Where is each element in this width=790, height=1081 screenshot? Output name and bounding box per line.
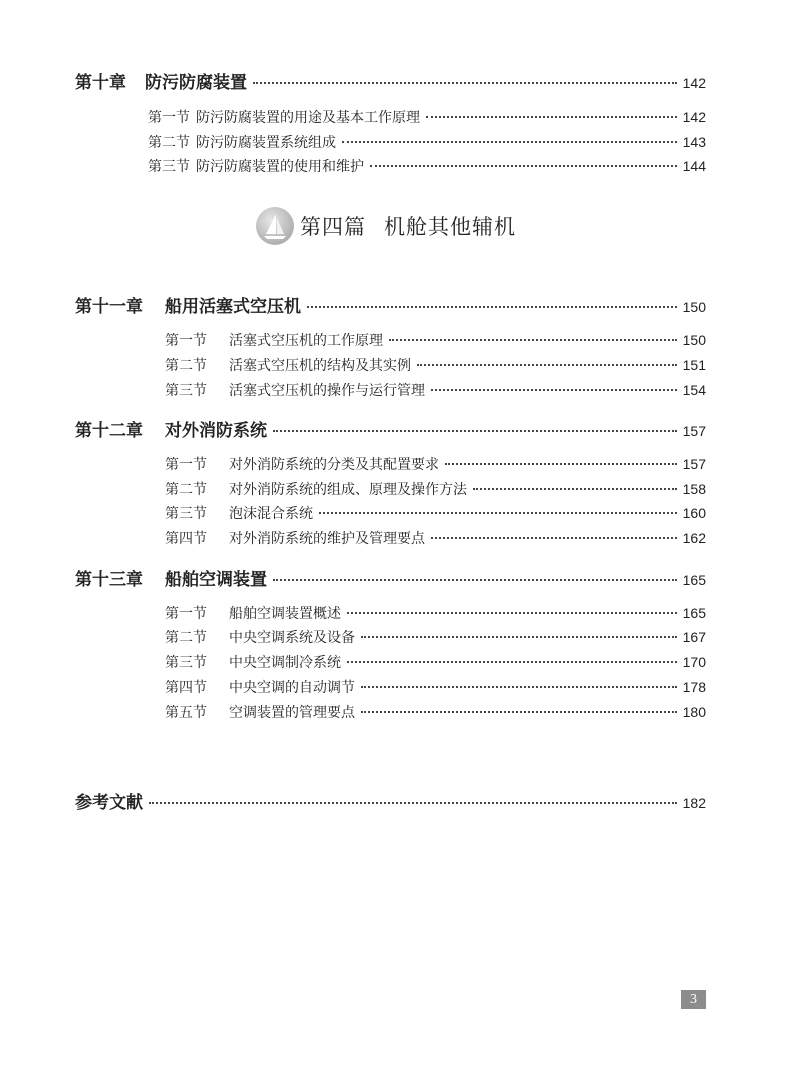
leader-dots bbox=[307, 306, 677, 308]
part-label: 第四篇 bbox=[300, 215, 366, 239]
page-number: 157 bbox=[682, 456, 706, 472]
section-title: 防污防腐装置系统组成 bbox=[196, 135, 336, 151]
chapter-label: 第十二章 bbox=[75, 421, 143, 441]
section-title: 中央空调的自动调节 bbox=[229, 680, 355, 696]
toc-section[interactable] bbox=[165, 702, 706, 722]
section-title: 对外消防系统的分类及其配置要求 bbox=[229, 457, 439, 473]
leader-dots bbox=[431, 537, 677, 539]
section-label: 第一节 bbox=[165, 457, 207, 473]
section-title: 中央空调制冷系统 bbox=[229, 655, 341, 671]
toc-section[interactable] bbox=[165, 627, 706, 647]
section-label: 第三节 bbox=[165, 383, 207, 399]
leader-dots bbox=[473, 488, 677, 490]
section-label: 第四节 bbox=[165, 680, 207, 696]
section-title: 对外消防系统的维护及管理要点 bbox=[229, 531, 425, 547]
leader-dots bbox=[361, 711, 677, 713]
page-number: 178 bbox=[682, 679, 706, 695]
leader-dots bbox=[347, 661, 677, 663]
leader-dots bbox=[361, 686, 677, 688]
page-number: 182 bbox=[682, 795, 706, 811]
section-title: 空调装置的管理要点 bbox=[229, 705, 355, 721]
page-number: 150 bbox=[682, 332, 706, 348]
section-label: 第四节 bbox=[165, 531, 207, 547]
toc-section[interactable] bbox=[148, 156, 706, 176]
page-number: 165 bbox=[682, 605, 706, 621]
references-title: 参考文献 bbox=[75, 793, 143, 813]
page-number: 157 bbox=[682, 423, 706, 439]
page-number-badge: 3 bbox=[681, 990, 706, 1009]
section-label: 第二节 bbox=[165, 482, 207, 498]
leader-dots bbox=[253, 82, 677, 84]
section-title: 泡沫混合系统 bbox=[229, 506, 313, 522]
chapter-label: 第十一章 bbox=[75, 297, 143, 317]
toc-chapter-11[interactable] bbox=[75, 292, 706, 317]
section-title: 中央空调系统及设备 bbox=[229, 630, 355, 646]
leader-dots bbox=[370, 165, 677, 167]
chapter-title: 船舶空调装置 bbox=[165, 570, 267, 590]
page-number: 142 bbox=[682, 75, 706, 91]
section-label: 第一节 bbox=[165, 606, 207, 622]
chapter-label: 第十三章 bbox=[75, 570, 143, 590]
section-label: 第二节 bbox=[165, 358, 207, 374]
toc-section[interactable] bbox=[165, 330, 706, 350]
section-label: 第三节 bbox=[165, 506, 207, 522]
section-title: 活塞式空压机的工作原理 bbox=[229, 333, 383, 349]
section-title: 船舶空调装置概述 bbox=[229, 606, 341, 622]
toc-section[interactable] bbox=[165, 528, 706, 548]
part-banner bbox=[256, 206, 534, 246]
leader-dots bbox=[273, 430, 677, 432]
leader-dots bbox=[361, 636, 677, 638]
page-number: 151 bbox=[682, 357, 706, 373]
leader-dots bbox=[347, 612, 677, 614]
part-title bbox=[300, 211, 534, 241]
toc-section[interactable] bbox=[165, 603, 706, 623]
part-name: 机舱其他辅机 bbox=[384, 215, 516, 239]
toc-section[interactable] bbox=[165, 677, 706, 697]
sailboat-icon bbox=[256, 207, 294, 245]
chapter-title: 船用活塞式空压机 bbox=[165, 297, 301, 317]
chapter-label: 第十章 bbox=[75, 73, 126, 93]
toc-section[interactable] bbox=[165, 479, 706, 499]
toc-references[interactable] bbox=[75, 788, 706, 813]
toc-chapter-12[interactable] bbox=[75, 416, 706, 441]
toc-section[interactable] bbox=[165, 652, 706, 672]
page-number: 144 bbox=[682, 158, 706, 174]
page-number: 162 bbox=[682, 530, 706, 546]
leader-dots bbox=[389, 339, 677, 341]
section-label: 第三节 bbox=[165, 655, 207, 671]
section-label: 第五节 bbox=[165, 705, 207, 721]
page-number: 150 bbox=[682, 299, 706, 315]
section-title: 对外消防系统的组成、原理及操作方法 bbox=[229, 482, 467, 498]
page-number: 142 bbox=[682, 109, 706, 125]
toc-section[interactable] bbox=[148, 107, 706, 127]
toc-chapter-13[interactable] bbox=[75, 565, 706, 590]
leader-dots bbox=[426, 116, 677, 118]
section-label: 第二节 bbox=[165, 630, 207, 646]
page-number: 154 bbox=[682, 382, 706, 398]
section-title: 活塞式空压机的结构及其实例 bbox=[229, 358, 411, 374]
toc-section[interactable] bbox=[165, 454, 706, 474]
leader-dots bbox=[431, 389, 677, 391]
toc-section[interactable] bbox=[165, 380, 706, 400]
leader-dots bbox=[445, 463, 677, 465]
page-number: 160 bbox=[682, 505, 706, 521]
leader-dots bbox=[417, 364, 677, 366]
leader-dots bbox=[149, 802, 677, 804]
leader-dots bbox=[319, 512, 677, 514]
toc-chapter-10[interactable] bbox=[75, 68, 706, 93]
page-number: 158 bbox=[682, 481, 706, 497]
chapter-title: 对外消防系统 bbox=[165, 421, 267, 441]
chapter-title: 防污防腐装置 bbox=[145, 73, 247, 93]
page-number: 167 bbox=[682, 629, 706, 645]
page-number: 180 bbox=[682, 704, 706, 720]
section-title: 防污防腐装置的使用和维护 bbox=[196, 159, 364, 175]
section-title: 防污防腐装置的用途及基本工作原理 bbox=[196, 110, 420, 126]
page-number: 170 bbox=[682, 654, 706, 670]
leader-dots bbox=[273, 579, 677, 581]
toc-section[interactable] bbox=[165, 503, 706, 523]
page-number: 143 bbox=[682, 134, 706, 150]
section-label: 第一节 bbox=[165, 333, 207, 349]
page-number: 165 bbox=[682, 572, 706, 588]
toc-section[interactable] bbox=[148, 132, 706, 152]
section-label: 第二节 bbox=[148, 135, 190, 151]
section-label: 第一节 bbox=[148, 110, 190, 126]
toc-section[interactable] bbox=[165, 355, 706, 375]
leader-dots bbox=[342, 141, 677, 143]
section-label: 第三节 bbox=[148, 159, 190, 175]
section-title: 活塞式空压机的操作与运行管理 bbox=[229, 383, 425, 399]
